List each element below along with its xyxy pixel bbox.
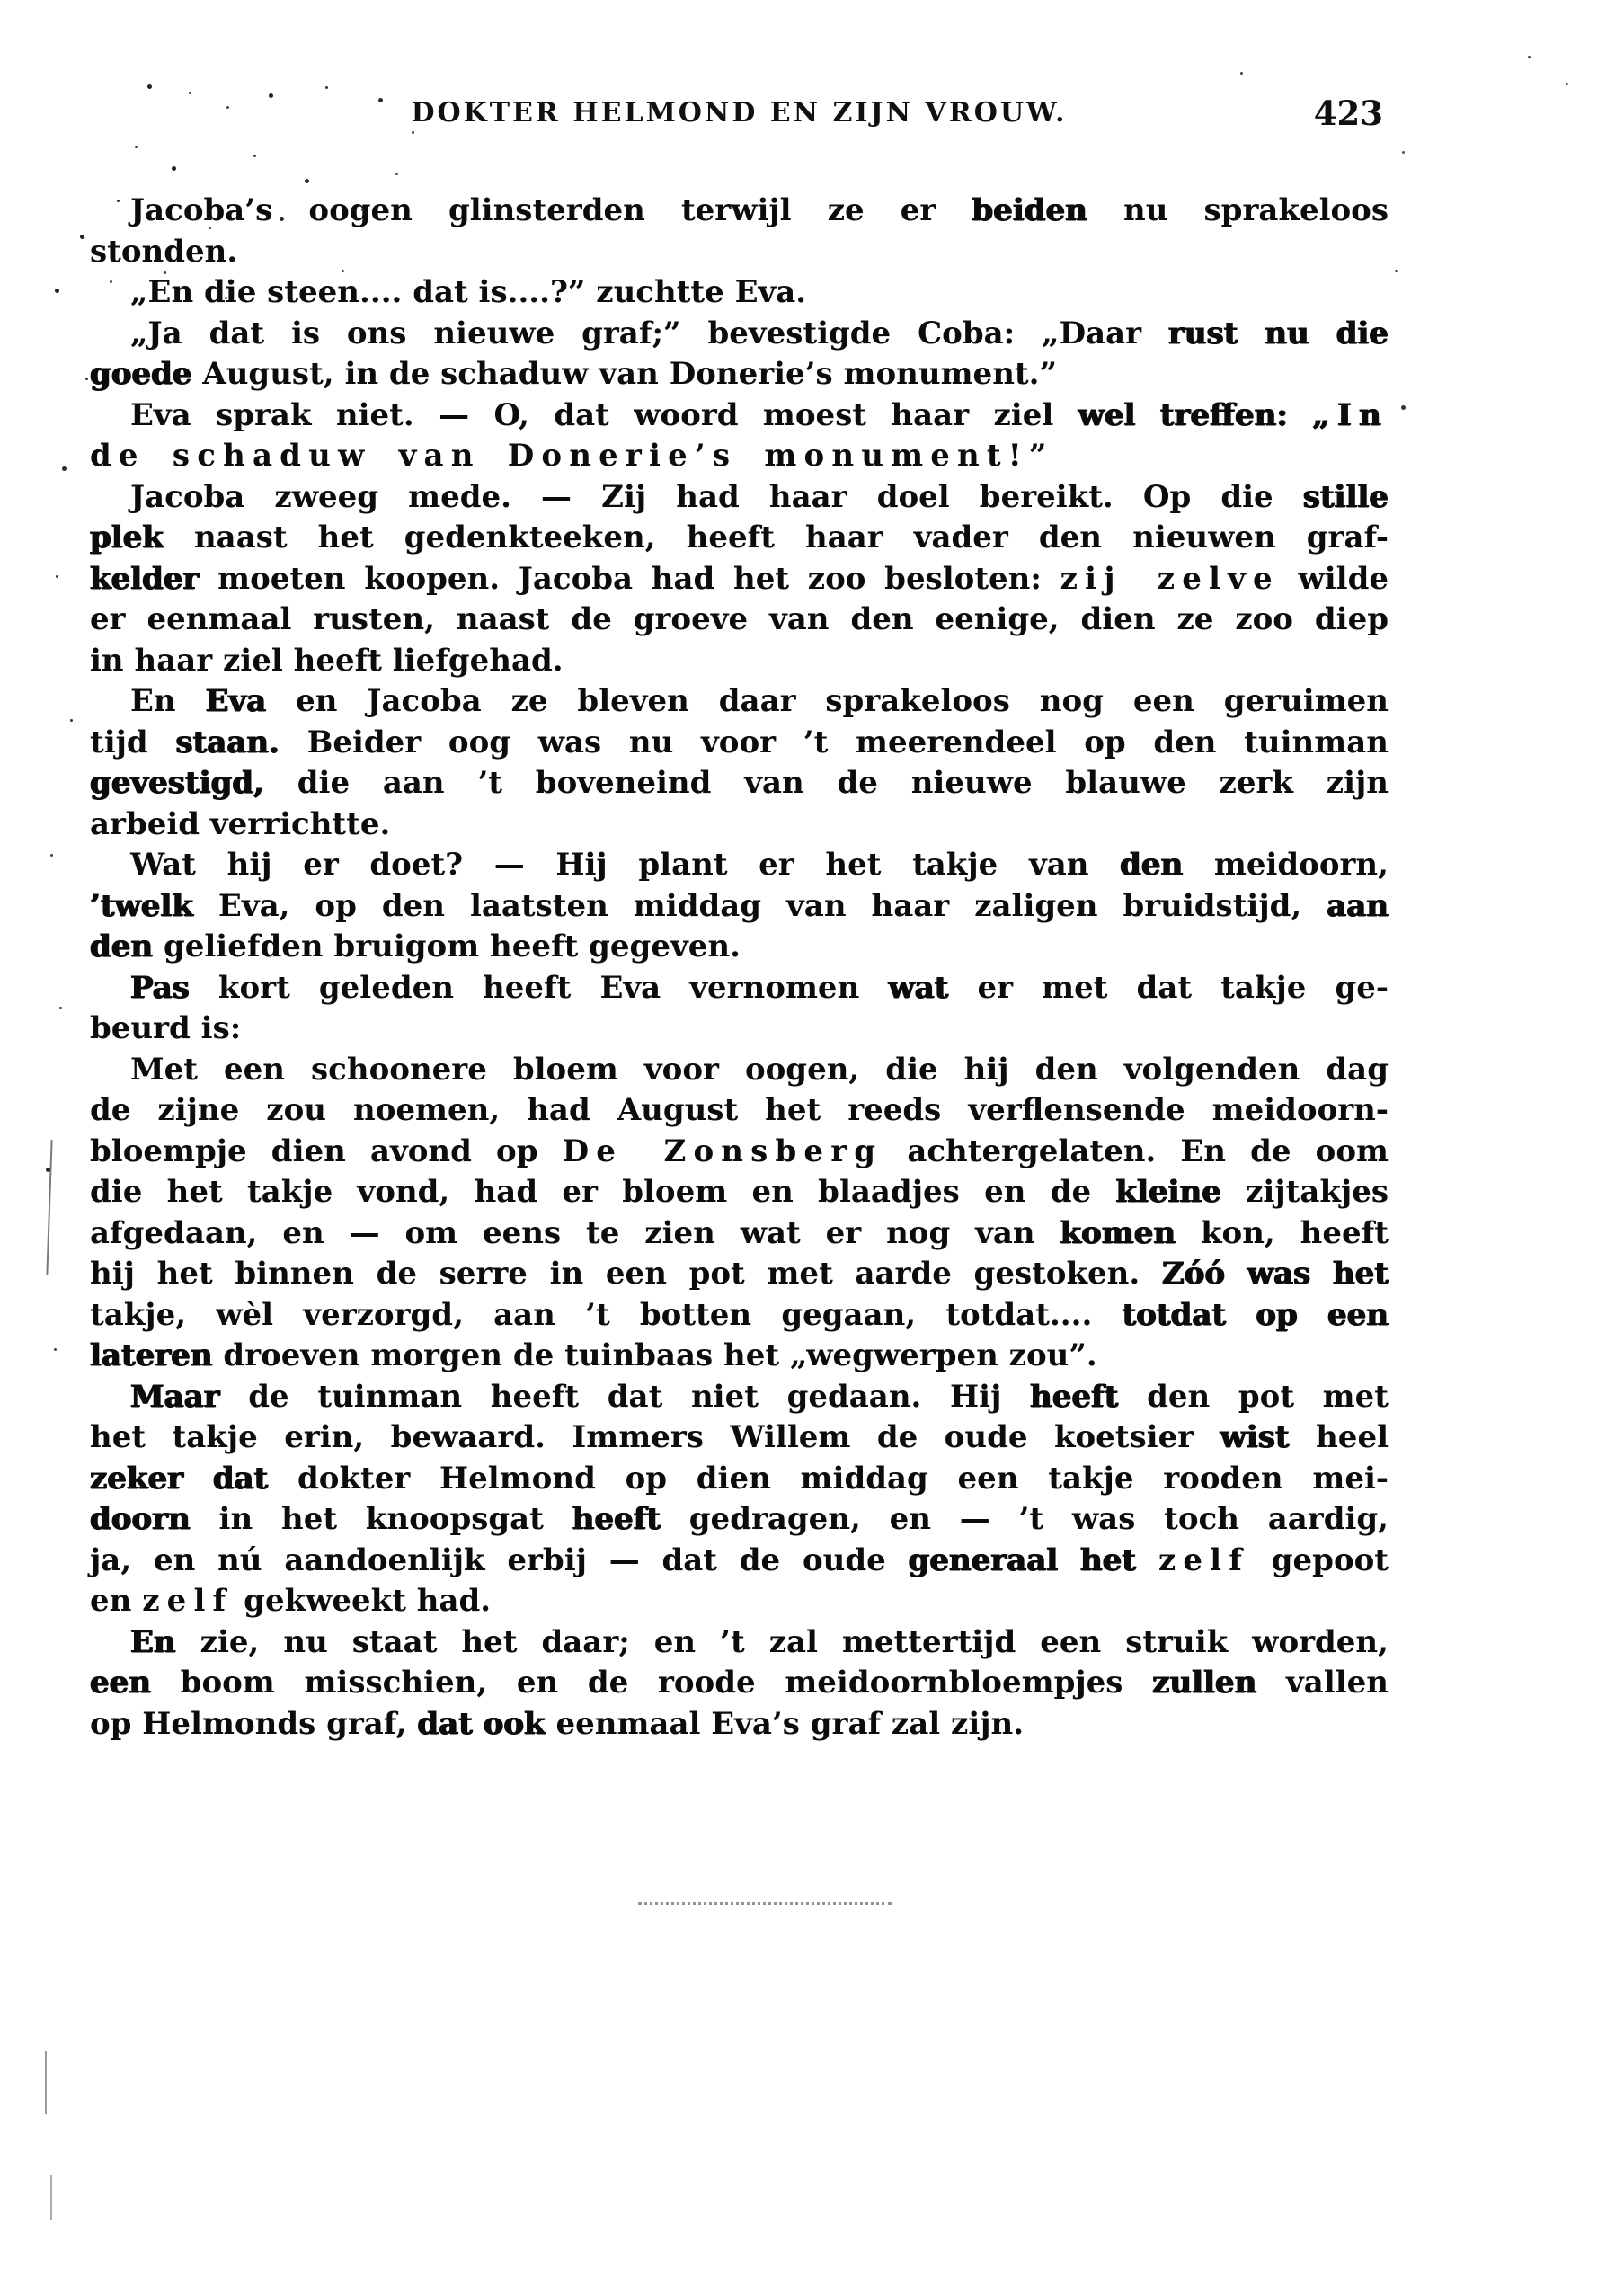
text-run: die het takje vond, had er bloem en blaadjes en de: [90, 1174, 1116, 1210]
text-run: kort geleden heeft Eva vernomen: [189, 969, 889, 1006]
text-line: [90, 763, 1389, 804]
text-run: zullen: [1152, 1665, 1257, 1701]
text-run: Eva: [205, 683, 267, 719]
text-run: boom misschien, en de roode meidoornbloempjes: [150, 1665, 1153, 1701]
text-run: lateren: [90, 1337, 213, 1373]
text-run: en: [90, 1583, 143, 1619]
scan-streak: [50, 2175, 52, 2220]
text-line: [90, 1377, 1389, 1418]
text-run: En: [130, 683, 206, 719]
text-run: goede: [90, 356, 192, 392]
text-line: [90, 1172, 1389, 1213]
text-run: ja, en nú aandoenlijk erbij — dat de oude: [90, 1541, 909, 1578]
text-line: [90, 845, 1389, 886]
text-run: de tuinman heeft dat niet gedaan. Hij: [219, 1378, 1031, 1415]
text-run: Beider oog was nu voor ’t meerendeel op den tuinman: [279, 724, 1389, 760]
running-header-title: DOKTER HELMOND EN ZIJN VROUW.: [411, 97, 1068, 129]
text-run: aan: [1327, 887, 1389, 924]
text-run: de schaduw van Donerie’s monument!”: [90, 438, 1054, 474]
text-line: [90, 1336, 1389, 1377]
text-run: heeft: [572, 1501, 661, 1537]
text-line: [90, 641, 1389, 682]
text-run: „In: [1312, 396, 1389, 433]
text-run: er eenmaal rusten, naast de groeve van den eenige, dien ze zoo diep: [90, 601, 1389, 637]
text-line: [90, 518, 1389, 559]
paragraph: [90, 1050, 1389, 1377]
text-line: [90, 1132, 1389, 1173]
paragraph: [90, 477, 1389, 682]
text-run: rust nu die: [1167, 315, 1389, 351]
text-run: Jacoba’s oogen glinsterden terwijl ze er: [130, 192, 972, 228]
page-number: 423: [1313, 93, 1383, 133]
text-run: er met dat takje ge-: [948, 969, 1389, 1006]
text-run: den: [1120, 847, 1184, 883]
text-line: [90, 886, 1389, 928]
text-run: den pot met: [1118, 1378, 1389, 1415]
text-run: staan.: [175, 724, 280, 760]
text-run: afgedaan, en — om eens te zien wat er nog van: [90, 1214, 1060, 1251]
text-run: wel treffen:: [1078, 396, 1288, 433]
paragraph: [90, 681, 1389, 845]
text-run: En: [130, 1623, 176, 1660]
text-run: in het knoopsgat: [190, 1501, 572, 1537]
text-run: achtergelaten. En de oom: [883, 1133, 1389, 1169]
scan-streak: [46, 1140, 52, 1275]
text-line: [90, 681, 1389, 723]
text-run: beiden: [972, 192, 1087, 228]
text-line: [90, 600, 1389, 641]
text-run: nu sprakeloos: [1087, 192, 1389, 228]
text-run: moeten koopen. Jacoba had het zoo besloten:: [199, 560, 1060, 597]
text-run: tijd: [90, 724, 176, 760]
text-run: totdat op een: [1122, 1296, 1389, 1333]
text-line: [90, 477, 1389, 519]
text-line: [90, 927, 1389, 968]
text-run: gekweekt had.: [233, 1583, 492, 1619]
text-run: bloempje dien avond op: [90, 1133, 563, 1169]
text-run: zelf: [1158, 1541, 1249, 1578]
text-run: stille: [1302, 478, 1389, 515]
text-run: ’twelk: [90, 887, 193, 924]
text-line: [90, 1254, 1389, 1295]
text-run: doorn: [90, 1501, 191, 1537]
text-run: kelder: [90, 560, 200, 597]
text-run: meidoorn,: [1183, 847, 1389, 883]
text-run: zij zelve: [1060, 560, 1280, 597]
paragraph: [90, 1622, 1389, 1746]
text-line: [90, 1704, 1389, 1746]
paragraph: [90, 314, 1389, 395]
text-run: arbeid verrichtte.: [90, 805, 391, 842]
text-block: [90, 191, 1389, 1745]
text-run: komen: [1060, 1214, 1176, 1251]
text-line: [90, 1541, 1389, 1582]
text-line: [90, 1213, 1389, 1255]
text-run: het takje erin, bewaard. Immers Willem de oude koetsier: [90, 1419, 1220, 1455]
text-run: wat: [888, 969, 949, 1006]
text-run: gedragen, en — ’t was toch aardig,: [661, 1501, 1389, 1537]
text-run: Eva sprak niet. — O, dat woord moest haar ziel: [130, 396, 1078, 433]
scan-noise-specks: [0, 0, 3, 3]
scan-streak: [45, 2051, 47, 2114]
text-run: Met een schoonere bloem voor oogen, die hij den volgenden dag: [130, 1051, 1389, 1088]
text-line: [90, 1581, 1389, 1622]
text-line: [90, 354, 1389, 395]
text-run: Zóó was het: [1161, 1256, 1389, 1292]
text-run: stonden.: [90, 233, 238, 270]
text-run: Jacoba zweeg mede. — Zij had haar doel bereikt. Op die: [130, 478, 1303, 515]
text-run: zijtakjes: [1220, 1174, 1389, 1210]
text-run: geliefden bruigom heeft gegeven.: [153, 928, 741, 964]
text-line: [90, 723, 1389, 764]
text-run: die aan ’t boveneind van de nieuwe blauwe zerk zijn: [263, 765, 1389, 801]
text-run: kleine: [1115, 1174, 1221, 1210]
paragraph: [90, 395, 1389, 477]
text-run: Wat hij er doet? — Hij plant er het takje van: [130, 847, 1121, 883]
text-run: „Ja dat is ons nieuwe graf;” bevestigde Coba: „Daar: [130, 315, 1168, 351]
text-line: [90, 1417, 1389, 1459]
text-line: [90, 191, 1389, 232]
text-run: plek: [90, 520, 164, 555]
dotted-rule-artifact: [638, 1902, 892, 1905]
text-run: den: [90, 928, 154, 964]
text-run: en Jacoba ze bleven daar sprakeloos nog een geruimen: [266, 683, 1389, 719]
text-run: dokter Helmond op dien middag een takje rooden mei-: [268, 1460, 1389, 1497]
text-line: [90, 314, 1389, 355]
text-run: gepoot: [1248, 1541, 1389, 1578]
text-line: [90, 395, 1389, 437]
text-line: [90, 1663, 1389, 1704]
text-line: [90, 559, 1389, 600]
text-run: wist: [1220, 1419, 1290, 1455]
text-run: Eva, op den laatsten middag van haar zaligen bruidstijd,: [192, 887, 1327, 924]
paragraph: [90, 968, 1389, 1050]
paragraph: [90, 845, 1389, 968]
text-run: droeven morgen de tuinbaas het „wegwerpen zou”.: [212, 1337, 1097, 1373]
text-run: wilde: [1279, 560, 1389, 597]
text-line: [90, 436, 1389, 477]
text-run: eenmaal Eva’s graf zal zijn.: [545, 1705, 1025, 1742]
text-line: [90, 968, 1389, 1009]
text-line: [90, 1499, 1389, 1541]
text-line: [90, 1008, 1389, 1050]
text-line: [90, 272, 1389, 314]
text-run: [1288, 397, 1312, 433]
text-run: gevestigd,: [90, 765, 264, 801]
text-run: Pas: [130, 969, 190, 1006]
text-run: heel: [1289, 1419, 1389, 1455]
text-run: de zijne zou noemen, had August het reeds verflensende meidoorn-: [90, 1092, 1389, 1128]
text-run: in haar ziel heeft liefgehad.: [90, 642, 564, 679]
text-run: zeker dat: [90, 1460, 269, 1497]
text-run: August, in de schaduw van Donerie’s monument.”: [191, 356, 1058, 392]
paragraph: [90, 272, 1389, 314]
paragraph: [90, 191, 1389, 272]
text-line: [90, 1295, 1389, 1337]
text-run: generaal het: [908, 1541, 1137, 1578]
text-run: heeft: [1030, 1378, 1119, 1415]
text-run: [1136, 1542, 1158, 1578]
text-run: Maar: [130, 1378, 220, 1415]
text-line: [90, 1459, 1389, 1500]
text-run: vallen: [1256, 1665, 1389, 1701]
text-run: hij het binnen de serre in een pot met aarde gestoken.: [90, 1256, 1162, 1292]
text-run: beurd is:: [90, 1010, 242, 1046]
text-run: dat ook: [417, 1705, 546, 1742]
text-line: [90, 232, 1389, 273]
text-run: zelf: [142, 1583, 234, 1619]
text-line: [90, 1050, 1389, 1091]
text-run: takje, wèl verzorgd, aan ’t botten gegaan, totdat....: [90, 1296, 1123, 1333]
text-run: een: [90, 1665, 151, 1701]
text-run: zie, nu staat het daar; en ’t zal mettertijd een struik worden,: [175, 1623, 1389, 1660]
text-run: kon, heeft: [1176, 1214, 1389, 1251]
text-run: De Zonsberg: [562, 1133, 883, 1169]
text-line: [90, 804, 1389, 846]
text-line: [90, 1622, 1389, 1664]
text-run: naast het gedenkteeken, heeft haar vader den nieuwen graf-: [163, 520, 1389, 555]
paragraph: [90, 1377, 1389, 1622]
text-run: „En die steen.... dat is....?” zuchtte Eva.: [130, 274, 807, 310]
text-run: op Helmonds graf,: [90, 1705, 418, 1742]
text-line: [90, 1090, 1389, 1132]
